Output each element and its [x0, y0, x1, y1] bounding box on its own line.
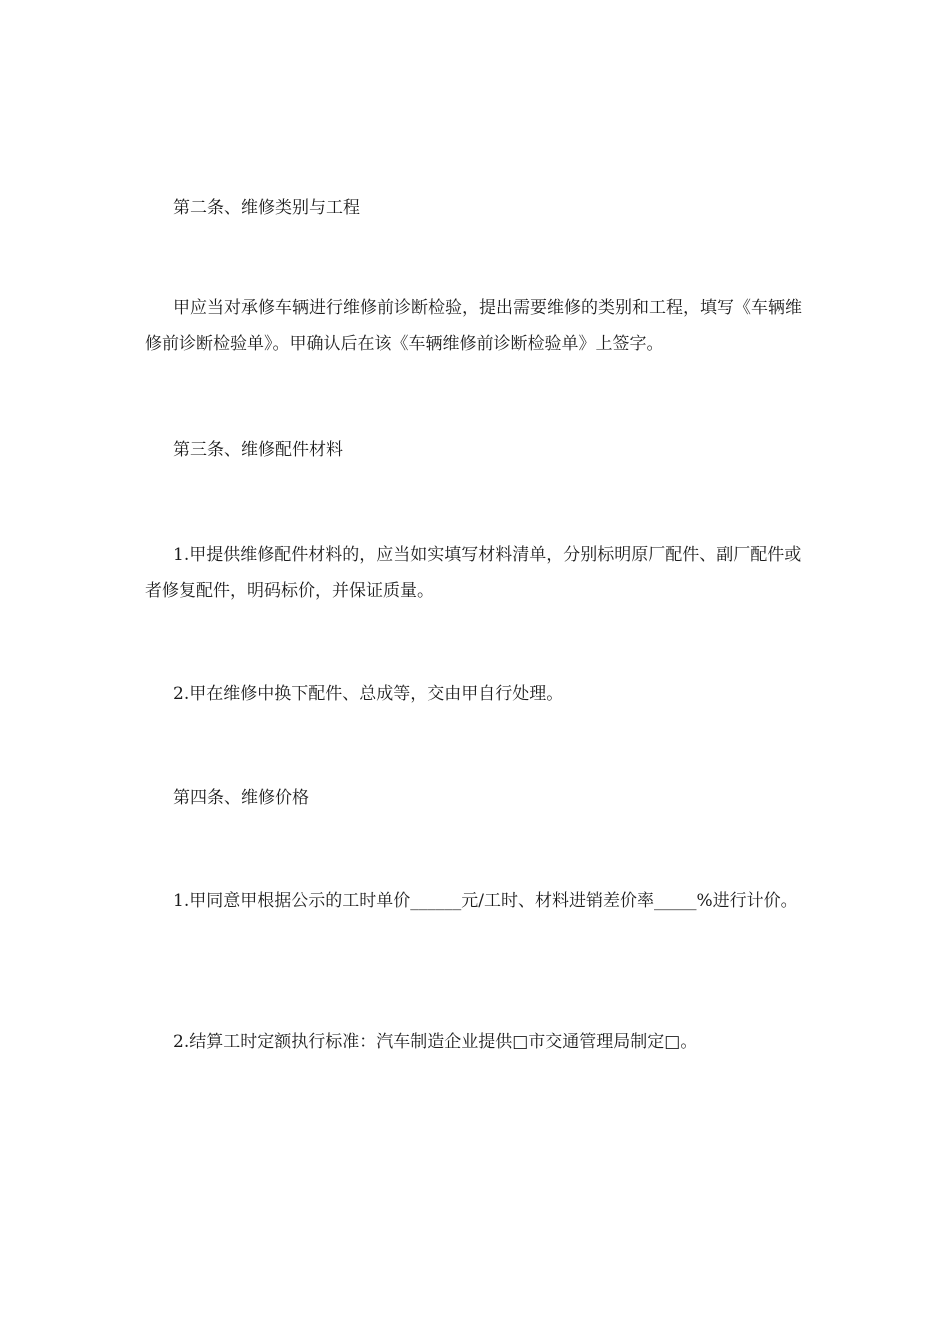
section-heading-article-4: 第四条、维修价格 — [173, 788, 309, 808]
paragraph-article-2-body: 甲应当对承修车辆进行维修前诊断检验，提出需要维修的类别和工程，填写《车辆维修前诊断检验单》。甲确认后在该《车辆维修前诊断检验单》上签字。 — [145, 298, 802, 354]
paragraph-article-3-item-1: 1.甲提供维修配件材料的，应当如实填写材料清单，分别标明原厂配件、副厂配件或者修复配件，明码标价，并保证质量。 — [145, 545, 802, 601]
paragraph-article-3-item-2: 2.甲在维修中换下配件、总成等，交由甲自行处理。 — [173, 684, 564, 704]
section-heading-article-2: 第二条、维修类别与工程 — [173, 198, 360, 218]
section-heading-article-3: 第三条、维修配件材料 — [173, 440, 343, 460]
paragraph-article-4-item-2: 2.结算工时定额执行标准：汽车制造企业提供□市交通管理局制定□。 — [173, 1032, 698, 1052]
paragraph-article-4-item-1: 1.甲同意甲根据公示的工时单价______元/工时、材料进销差价率_____%进行计价。 — [173, 891, 798, 911]
